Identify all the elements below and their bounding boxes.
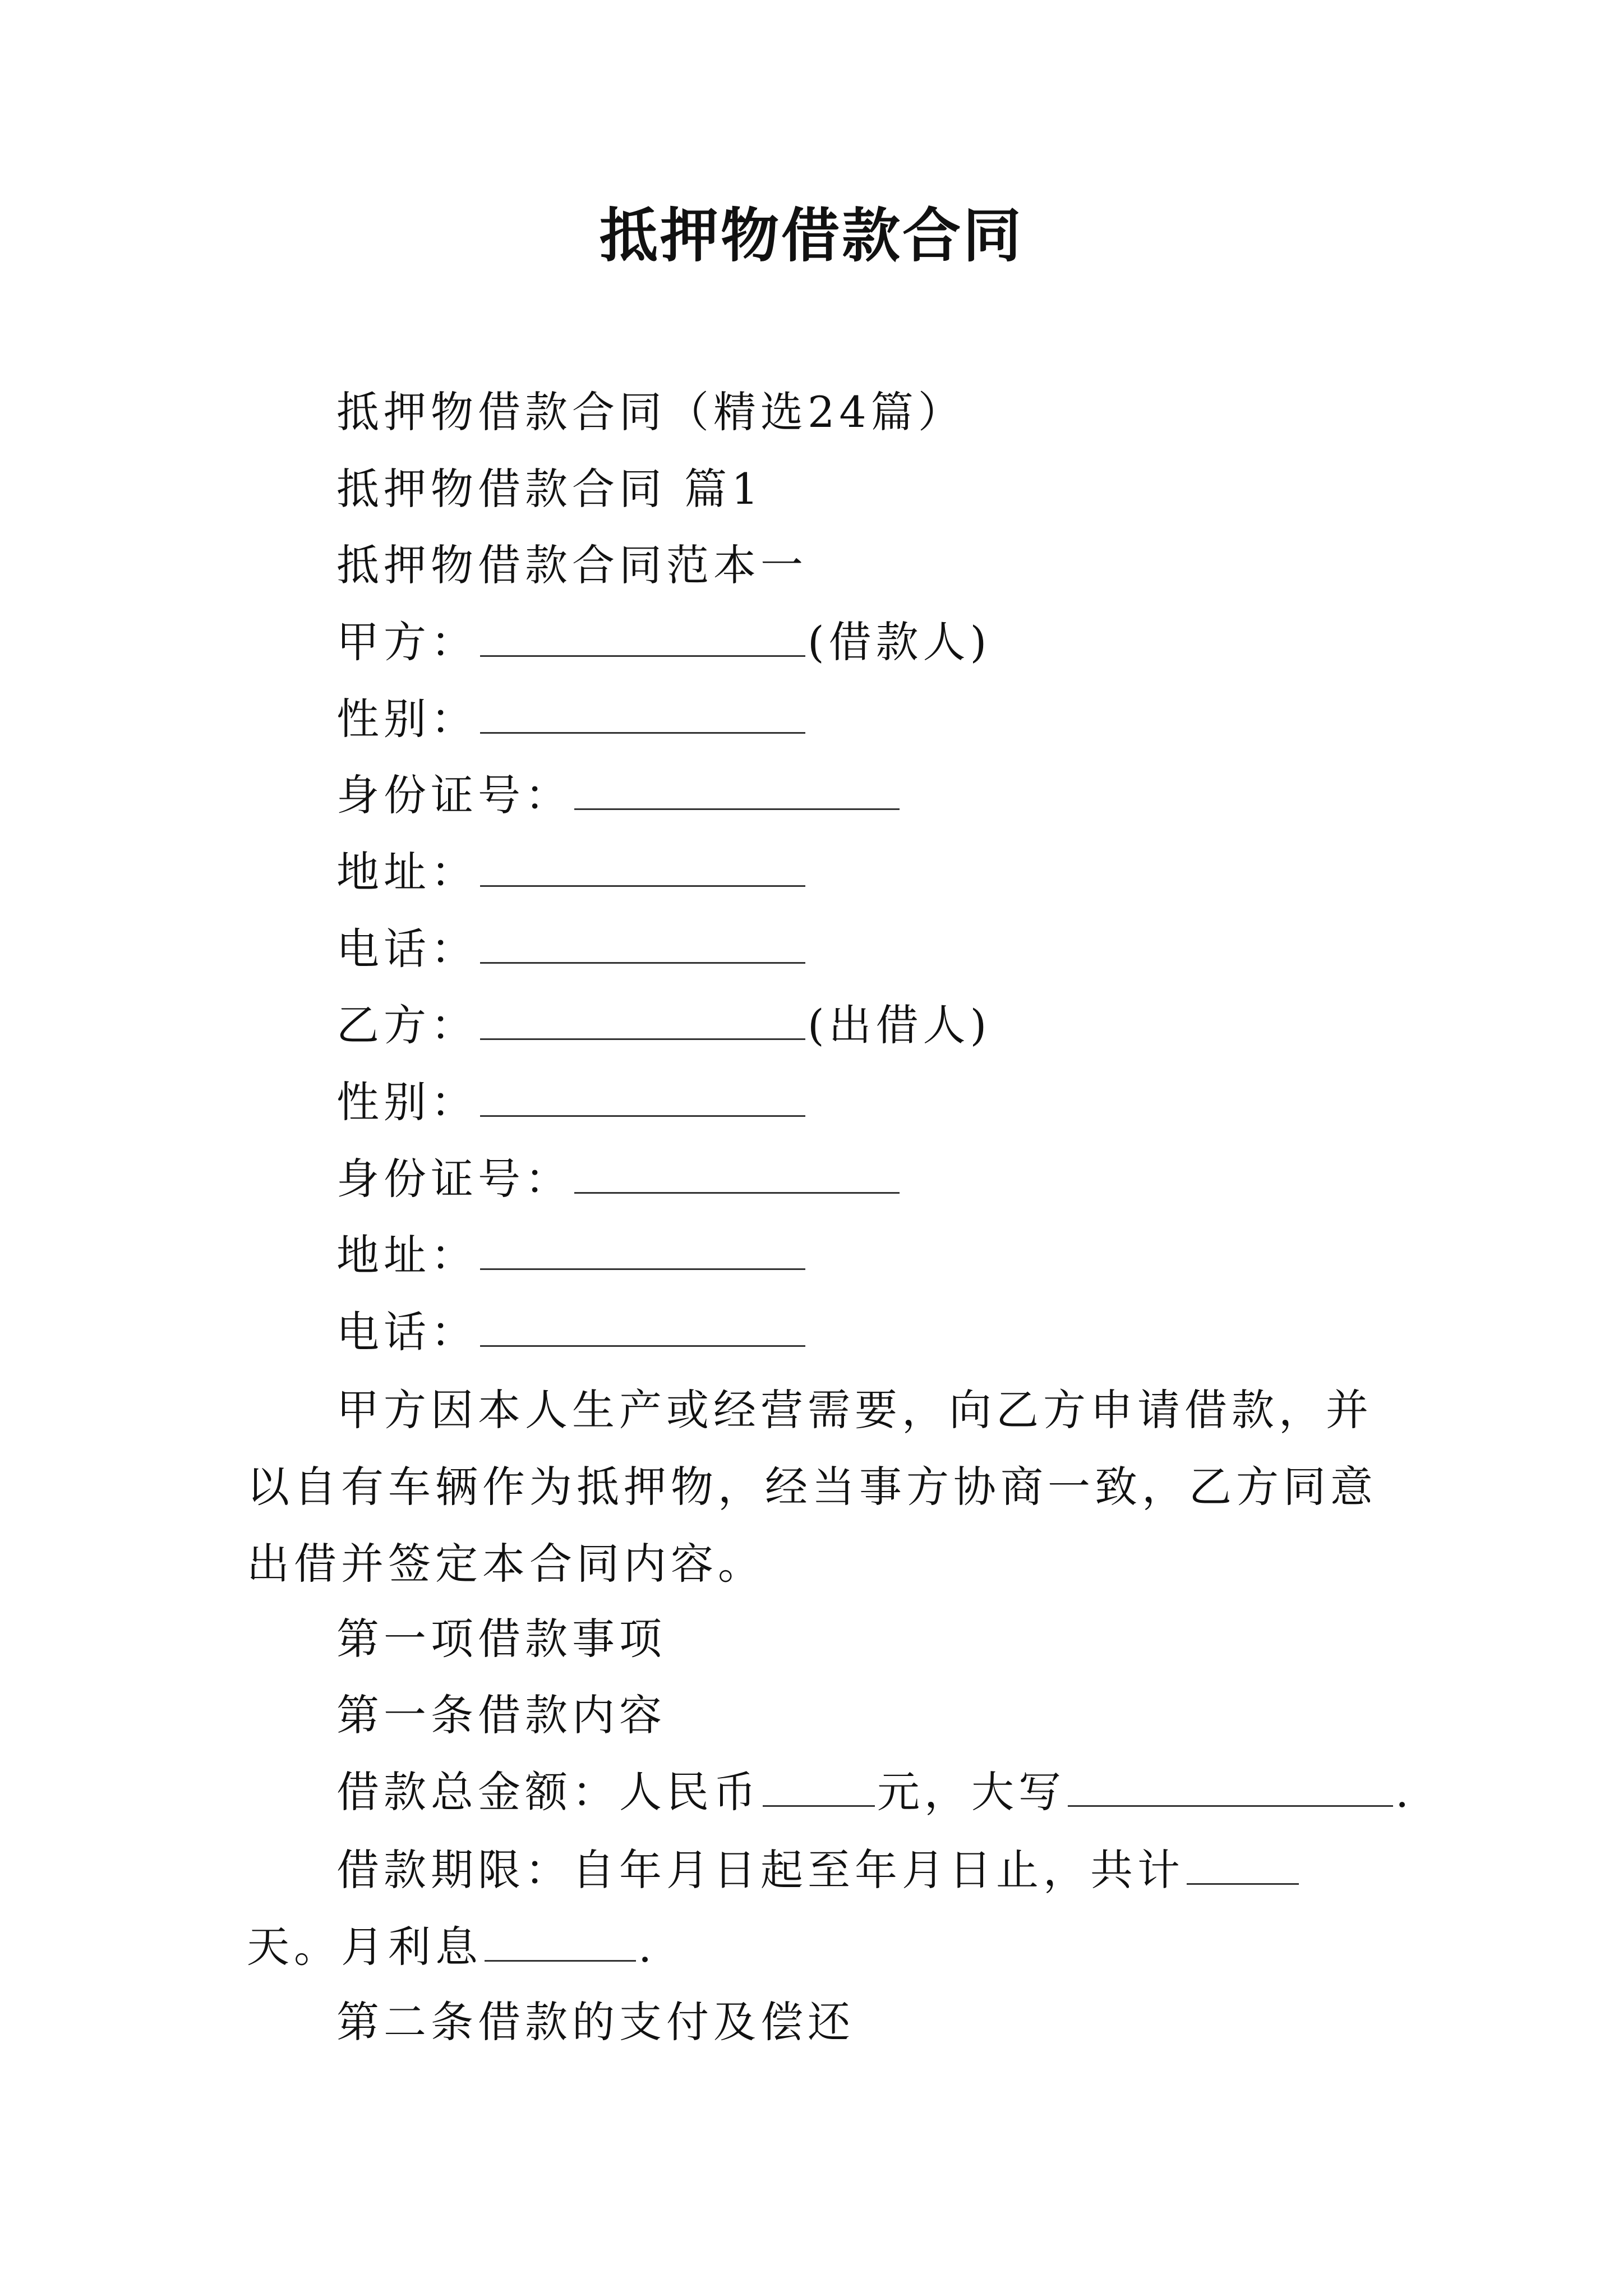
part-heading: 抵押物借款合同 篇1 xyxy=(336,464,763,514)
party-a-gender-line xyxy=(336,691,808,747)
subtitle: 抵押物借款合同（精选24篇） xyxy=(336,387,965,437)
party-b-gender-blank xyxy=(480,1076,805,1117)
document-title: 抵押物借款合同 xyxy=(599,201,1023,270)
party-a-address-label: 地址： xyxy=(336,847,478,897)
party-b-id-label: 身份证号： xyxy=(336,1154,572,1204)
article1-heading: 第一条借款内容 xyxy=(336,1690,666,1740)
loan-term-days-blank xyxy=(1187,1844,1299,1885)
section1-heading: 第一项借款事项 xyxy=(336,1614,666,1664)
party-b-phone-line xyxy=(336,1304,808,1360)
party-b-name-blank xyxy=(480,999,805,1040)
party-a-line xyxy=(336,614,991,670)
party-a-phone-line xyxy=(336,921,808,977)
party-a-phone-label: 电话： xyxy=(336,924,478,974)
party-b-phone-label: 电话： xyxy=(336,1307,478,1357)
party-b-phone-blank xyxy=(480,1306,805,1347)
loan-term-paragraph xyxy=(247,1832,1385,1985)
party-a-gender-blank xyxy=(480,693,805,734)
loan-amount-words-blank xyxy=(1068,1766,1393,1807)
party-a-address-blank xyxy=(480,846,805,887)
loan-amount-number-blank xyxy=(763,1766,875,1807)
party-a-gender-label: 性别： xyxy=(336,694,478,744)
party-a-phone-blank xyxy=(480,923,805,964)
party-a-name-blank xyxy=(480,616,805,657)
party-a-role: (借款人) xyxy=(808,617,992,667)
party-b-line xyxy=(336,997,991,1053)
party-a-id-label: 身份证号： xyxy=(336,770,572,820)
party-b-gender-line xyxy=(336,1074,808,1130)
loan-interest-blank xyxy=(485,1921,636,1962)
intro-paragraph: 甲方因本人生产或经营需要，向乙方申请借款，并以自有车辆作为抵押物，经当事方协商一致，乙方同意出借并签定本合同内容。 xyxy=(247,1385,1377,1589)
loan-amount-middle: 元，大写 xyxy=(877,1767,1066,1817)
party-a-id-blank xyxy=(574,769,900,810)
party-a-id-line xyxy=(336,767,902,823)
party-b-gender-label: 性别： xyxy=(336,1077,478,1127)
party-b-address-blank xyxy=(480,1229,805,1270)
sample-heading: 抵押物借款合同范本一 xyxy=(336,540,808,590)
party-b-address-line xyxy=(336,1227,808,1283)
article2-heading: 第二条借款的支付及偿还 xyxy=(336,1997,855,2047)
party-b-address-label: 地址： xyxy=(336,1230,478,1280)
party-a-label: 甲方： xyxy=(336,617,478,667)
loan-amount-prefix: 借款总金额：人民币 xyxy=(336,1767,760,1817)
loan-amount-suffix: . xyxy=(1395,1767,1414,1817)
party-b-role: (出借人) xyxy=(808,1000,992,1050)
party-b-label: 乙方： xyxy=(336,1000,478,1050)
loan-term-middle: 天。月利息 xyxy=(247,1922,482,1972)
loan-term-prefix: 借款期限：自年月日起至年月日止，共计 xyxy=(336,1845,1184,1895)
loan-amount-line xyxy=(336,1764,1413,1820)
party-b-id-line xyxy=(336,1151,902,1207)
party-a-address-line xyxy=(336,844,808,900)
loan-term-suffix: . xyxy=(638,1922,657,1972)
party-b-id-blank xyxy=(574,1153,900,1194)
